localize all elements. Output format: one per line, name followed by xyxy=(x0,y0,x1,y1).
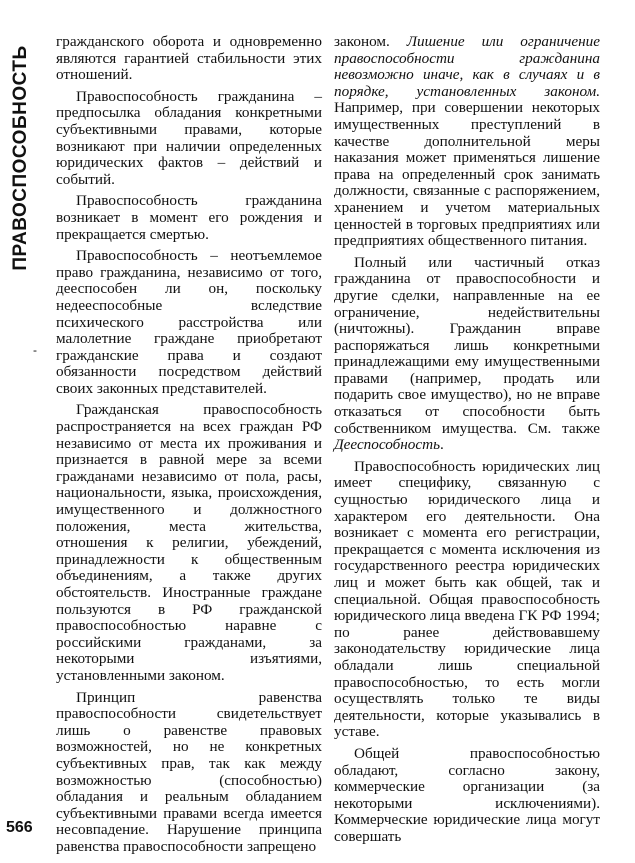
right-column xyxy=(334,34,600,846)
running-header xyxy=(4,28,38,288)
paragraph: Правоспособность гражданина – предпосылка обладания конкретными субъективными правами, которые возникают при наличии определенных юридических фактов – действий и событий. xyxy=(56,87,322,188)
text-run: Полный или частичный отказ гражданина от правоспособности и другие сделки, направленные на ее ограничение, недействительны (ничтожны). Гражданин вправе распоряжаться лишь конкретными принадлежащими ему имущественными правами (например, продать или подарить свое имущество), но не вправе отказаться от способности быть собственником имущества. xyxy=(334,253,600,437)
paragraph: Гражданская правоспособность распространяется на всех граждан РФ независимо от места их проживания и признается в равной мере за всеми гражданами независимо от пола, расы, национальности, языка, происхождения, имущественного и должностного положения, места жительства, отношения к религии, убеждений, принадлежности к общественным объединениям, а также других обстоятельств. Иностранные граждане пользуются в РФ гражданской правоспособностью наравне с российскими гражданами, за некоторыми изъятиями, установленными законом. xyxy=(56,401,322,684)
margin-dash: - xyxy=(33,343,37,357)
paragraph: Правоспособность гражданина возникает в момент его рождения и прекращается смертью. xyxy=(56,192,322,243)
paragraph: Правоспособность – неотъемлемое право гражданина, независимо от того, дееспособен ли он, поскольку недееспособные вследствие психического расстройства или малолетние граждане приобретают гражданские права и создают обязанности посредством действий своих законных представителей. xyxy=(56,247,322,397)
see-also-label: См. также xyxy=(527,419,601,437)
paragraph: Правоспособность юридических лиц имеет специфику, связанную с сущностью юридического лица и характером его деятельности. Она возникает с момента его регистрации, прекращается с момента исключения из государственного реестра юридических лиц и может быть как общей, так и специальной. Общая правоспособность юридического лица введена ГК РФ 1994; по ранее действовавшему законодательству юридические лица обладали лишь специальной правоспособностью, то есть могли осуществлять только те виды деятельности, которые указывались в уставе. xyxy=(334,457,600,741)
paragraph: Общей правоспособностью обладают, согласно закону, коммерческие организации (за некоторыми исключениями). Коммерческие юридические лица могут совершать xyxy=(334,744,600,845)
text-run: Например, при совершении некоторых имущественных преступлений в качестве дополнительной меры наказания может применяться лишение права на определенный срок занимать должности, связанные с распоряжением, хранением и учетом материальных ценностей в торговых предприятиях или предприятиях общественного питания. xyxy=(334,99,600,250)
text-run: . xyxy=(440,436,444,454)
paragraph xyxy=(334,34,600,250)
text-run: законом. xyxy=(334,33,390,50)
running-header-text: ПРАВОСПОСОБНОСТЬ xyxy=(10,45,31,271)
paragraph: гражданского оборота и одновременно являются гарантией стабильности этих отношений. xyxy=(56,33,322,84)
paragraph: Принцип равенства правоспособности свидетельствует лишь о равенстве правовых возможностей, но не конкретных субъективных прав, так как между возможностью (способностью) обладания и реальным обладанием субъективными правами всегда имеется несовпадение. Нарушение принципа равенства правоспособности запрещено xyxy=(56,688,322,855)
cross-reference-link[interactable]: Дееспособность xyxy=(334,436,441,454)
paragraph xyxy=(334,255,600,454)
left-column xyxy=(56,34,322,856)
page-number: 566 xyxy=(6,819,33,836)
italic-text-run: Лишение или ограничение правоспособности гражданина невозможно иначе, как в случаях и в порядке, установленных законом. xyxy=(334,33,600,100)
